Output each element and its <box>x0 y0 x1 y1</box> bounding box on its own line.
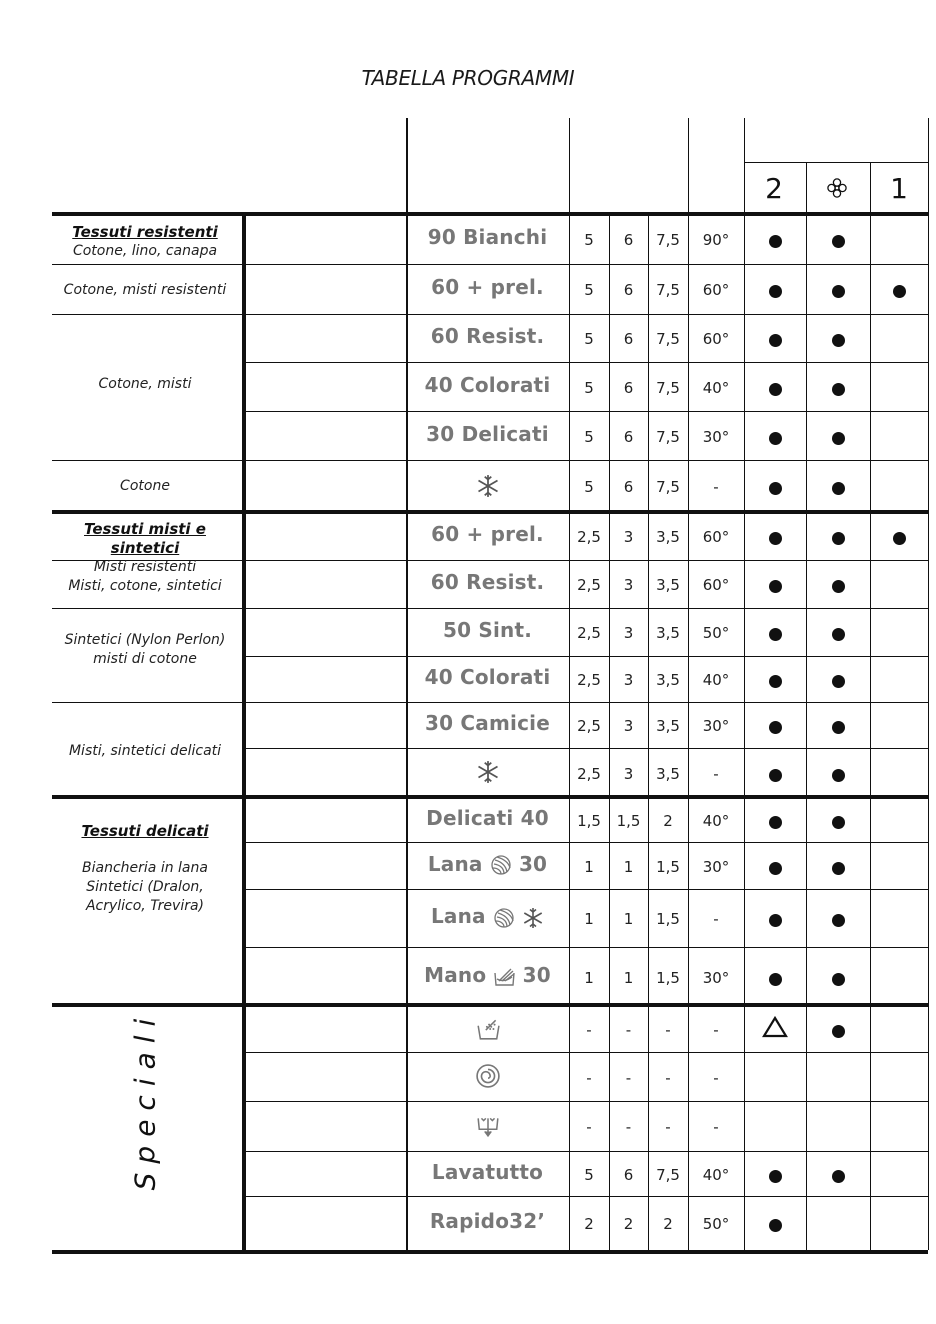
category-misti-sintetici-delicati: Misti, sintetici delicati <box>68 743 222 759</box>
row-divider <box>242 411 928 412</box>
load-cell: - <box>625 1021 632 1039</box>
page-title: TABELLA PROGRAMMI <box>361 66 575 90</box>
temperature-cell: 30° <box>702 857 730 876</box>
load-cell: 2 <box>584 1215 594 1233</box>
load-cell: 3 <box>623 764 634 783</box>
program-name <box>406 568 569 596</box>
option-dot <box>769 580 782 593</box>
option-dot <box>832 721 845 734</box>
option-dot <box>769 285 782 298</box>
program-temp: 30 <box>522 962 551 987</box>
load-cell: 5 <box>584 330 594 348</box>
program-label: 60 Resist. <box>430 570 545 594</box>
temperature-cell: - <box>713 478 719 496</box>
temperature-cell: 30° <box>702 427 730 446</box>
program-label: Lana <box>427 851 483 876</box>
section-border <box>52 795 928 799</box>
load-cell: 6 <box>623 231 634 249</box>
option-dot <box>769 628 782 641</box>
snowflake-icon <box>522 907 544 929</box>
program-name <box>406 420 569 448</box>
row-divider <box>242 608 928 609</box>
table-bottom-border <box>52 1250 928 1254</box>
option-dot <box>832 973 845 986</box>
row-divider <box>242 748 928 749</box>
option-dot <box>769 1170 782 1183</box>
load-cell: 3 <box>623 671 634 689</box>
load-cell: 2,5 <box>577 671 601 689</box>
row-divider <box>242 702 928 703</box>
category-divider <box>52 702 242 703</box>
row-divider <box>242 264 928 265</box>
temperature-cell: - <box>713 910 719 928</box>
load-cell: 1,5 <box>656 968 680 987</box>
category-subtext: Cotone, lino, canapa <box>72 243 218 259</box>
option-dot <box>832 235 845 248</box>
section-border <box>52 1003 928 1007</box>
flower-icon <box>826 177 848 199</box>
row-divider <box>242 314 928 315</box>
load-cell: 7,5 <box>656 427 680 446</box>
option-dot <box>769 675 782 688</box>
load-cell: 3,5 <box>656 717 680 735</box>
program-label: 40 Colorati <box>424 372 551 397</box>
load-cell: - <box>586 1021 592 1039</box>
option-dot <box>832 285 845 298</box>
category-speciali <box>60 1009 230 1191</box>
row-divider <box>242 656 928 657</box>
temperature-cell: 60° <box>702 330 730 348</box>
load-cell: 2 <box>663 1215 673 1233</box>
load-cell: 5 <box>584 1165 594 1184</box>
row-divider <box>242 362 928 363</box>
temperature-cell: 30° <box>702 968 730 987</box>
option-dot <box>769 914 782 927</box>
program-name <box>406 322 569 350</box>
hand-wash-icon <box>493 965 515 987</box>
category-cotone-misti: Cotone, misti <box>98 376 192 392</box>
column-divider <box>744 118 745 1250</box>
temperature-cell: 40° <box>702 811 730 830</box>
temperature-cell: 30° <box>702 717 730 735</box>
load-cell: 2,5 <box>577 717 601 735</box>
load-cell: 7,5 <box>656 378 680 397</box>
load-cell: - <box>625 1068 632 1087</box>
load-cell: 1 <box>623 910 634 928</box>
category-divider <box>52 460 242 461</box>
load-cell: - <box>625 1118 632 1136</box>
section-border <box>52 212 928 216</box>
program-label: 90 Bianchi <box>427 225 548 249</box>
category-cotone-misti-resistenti: Cotone, misti resistenti <box>63 282 227 298</box>
load-cell: 6 <box>623 281 634 299</box>
load-cell: 2,5 <box>577 624 601 642</box>
program-label: Rapido32’ <box>429 1209 546 1233</box>
load-cell: 3 <box>623 717 634 735</box>
triangle-icon <box>762 1016 788 1038</box>
row-divider <box>242 1052 928 1053</box>
program-name <box>406 1061 569 1089</box>
wool-icon <box>493 907 515 929</box>
program-name <box>406 902 569 930</box>
temperature-cell: 60° <box>702 576 730 594</box>
option-dot <box>832 334 845 347</box>
option-dot <box>832 1170 845 1183</box>
temperature-cell: 40° <box>702 378 730 397</box>
load-cell: 5 <box>584 478 594 496</box>
load-cell: 1 <box>623 857 634 876</box>
option-dot <box>769 432 782 445</box>
program-name <box>406 757 569 785</box>
option-dot <box>769 1219 782 1232</box>
section-border <box>52 510 928 514</box>
temperature-cell: 60° <box>702 528 730 546</box>
load-cell: 6 <box>623 378 634 397</box>
drain-icon <box>476 1114 500 1138</box>
option-dot <box>893 532 906 545</box>
load-cell: 7,5 <box>656 478 680 496</box>
load-cell: 6 <box>623 427 634 446</box>
load-cell: 1 <box>623 968 634 987</box>
load-cell: 6 <box>623 330 634 348</box>
snowflake-icon <box>476 760 500 784</box>
option-dot <box>832 482 845 495</box>
category-cotone: Cotone <box>120 478 170 494</box>
option-dot <box>769 383 782 396</box>
category-line: Biancheria in lana <box>82 860 208 876</box>
option-dot <box>769 816 782 829</box>
program-name <box>406 1110 569 1138</box>
option-dot <box>832 675 845 688</box>
header-col-1: 1 <box>890 172 908 205</box>
program-name <box>406 223 569 251</box>
category-line: misti di cotone <box>93 651 197 667</box>
temperature-cell: 50° <box>702 1215 730 1233</box>
option-dot <box>832 862 845 875</box>
speciali-label: Speciali <box>128 1009 162 1191</box>
program-label: Lana <box>430 904 486 928</box>
column-divider <box>928 118 929 1250</box>
temperature-cell: 40° <box>702 671 730 689</box>
temperature-cell: 50° <box>702 624 730 642</box>
row-divider <box>242 842 928 843</box>
load-cell: 1,5 <box>616 811 641 830</box>
row-divider <box>242 560 928 561</box>
temperature-cell: 90° <box>702 231 730 249</box>
category-heading: Tessuti delicati <box>81 822 209 840</box>
load-cell: 3,5 <box>656 764 680 783</box>
program-label: 60 + prel. <box>431 522 544 546</box>
load-cell: 5 <box>584 231 594 249</box>
load-cell: 5 <box>584 378 594 397</box>
program-name <box>406 371 569 399</box>
option-dot <box>769 769 782 782</box>
load-cell: 2 <box>623 1215 634 1233</box>
load-cell: 3 <box>623 576 634 594</box>
program-name <box>406 1207 569 1235</box>
category-column-border <box>242 214 246 1250</box>
option-dot <box>769 721 782 734</box>
program-name <box>406 709 569 737</box>
category-divider <box>52 608 242 609</box>
row-divider <box>242 1196 928 1197</box>
option-dot <box>832 532 845 545</box>
load-cell: 1 <box>584 857 594 876</box>
load-cell: 2,5 <box>577 576 601 594</box>
program-label: Delicati 40 <box>426 805 549 830</box>
load-cell: 1 <box>584 910 594 928</box>
program-label: 30 Camicie <box>425 711 550 735</box>
option-dot <box>832 914 845 927</box>
wool-icon <box>490 854 512 876</box>
temperature-cell: - <box>713 764 719 783</box>
load-cell: 2 <box>663 811 673 830</box>
category-sintetici-nylon <box>52 631 238 669</box>
category-divider <box>52 264 242 265</box>
option-dot <box>769 532 782 545</box>
load-cell: 5 <box>584 427 594 446</box>
program-name <box>406 663 569 691</box>
option-dot <box>832 1025 845 1038</box>
option-dot <box>832 769 845 782</box>
load-cell: 5 <box>584 281 594 299</box>
temperature-cell: 60° <box>702 281 730 299</box>
option-dot <box>832 628 845 641</box>
load-cell: 7,5 <box>656 330 680 348</box>
load-cell: 3 <box>623 624 634 642</box>
program-label: Lavatutto <box>431 1159 544 1184</box>
load-cell: 3,5 <box>656 671 680 689</box>
temperature-cell: - <box>713 1021 719 1039</box>
option-dot <box>832 816 845 829</box>
program-name <box>406 804 569 832</box>
column-divider <box>870 162 871 1250</box>
category-tessuti-resistenti <box>52 223 238 261</box>
load-cell: - <box>665 1118 671 1136</box>
program-label: 60 Resist. <box>430 324 545 348</box>
temperature-cell: 40° <box>702 1165 730 1184</box>
row-divider <box>242 1101 928 1102</box>
category-tessuti-delicati <box>52 822 238 916</box>
option-dot <box>769 235 782 248</box>
program-name <box>406 1013 569 1041</box>
load-cell: 1,5 <box>656 857 680 876</box>
load-cell: - <box>665 1068 671 1087</box>
column-divider <box>806 162 807 1250</box>
load-cell: 1,5 <box>577 811 601 830</box>
option-dot <box>769 973 782 986</box>
load-cell: 2,5 <box>577 764 601 783</box>
header-divider <box>744 162 928 163</box>
load-cell: - <box>665 1021 671 1039</box>
load-cell: 3 <box>623 528 634 546</box>
option-dot <box>832 383 845 396</box>
category-heading: Tessuti resistenti <box>72 223 218 241</box>
program-label: 50 Sint. <box>442 618 533 642</box>
program-label: 40 Colorati <box>424 665 551 689</box>
row-divider <box>242 947 928 948</box>
snowflake-icon <box>476 474 500 498</box>
program-name <box>406 961 569 989</box>
rinse-icon <box>476 1017 500 1041</box>
load-cell: 7,5 <box>656 1165 680 1184</box>
program-name <box>406 616 569 644</box>
row-divider <box>242 1151 928 1152</box>
load-cell: 3,5 <box>656 624 680 642</box>
temperature-cell: - <box>713 1118 719 1136</box>
category-line: Acrylico, Trevira) <box>85 898 205 914</box>
option-dot <box>832 432 845 445</box>
category-heading: Tessuti misti e sintetici <box>84 520 206 557</box>
row-divider <box>242 889 928 890</box>
load-cell: 1,5 <box>656 910 680 928</box>
load-cell: 6 <box>623 1165 634 1184</box>
option-dot <box>832 580 845 593</box>
option-dot <box>769 334 782 347</box>
category-misti-cotone-sintetici: Misti, cotone, sintetici <box>68 578 222 594</box>
load-cell: 7,5 <box>656 231 680 249</box>
program-name <box>406 470 569 498</box>
load-cell: 3,5 <box>656 528 680 546</box>
load-cell: 1 <box>584 968 594 987</box>
program-label: 30 Delicati <box>426 421 549 446</box>
load-cell: 6 <box>623 478 634 496</box>
option-dot <box>769 862 782 875</box>
option-dot <box>769 482 782 495</box>
load-cell: 3,5 <box>656 576 680 594</box>
category-divider <box>52 314 242 315</box>
temperature-cell: - <box>713 1068 719 1087</box>
program-label: Mano <box>424 962 487 987</box>
category-line: Sintetici (Dralon, <box>86 879 204 895</box>
load-cell: 7,5 <box>656 281 680 299</box>
load-cell: - <box>586 1118 592 1136</box>
category-line: Sintetici (Nylon Perlon) <box>64 632 226 648</box>
load-cell: - <box>586 1068 592 1087</box>
option-dot <box>893 285 906 298</box>
category-tessuti-misti-sintetici <box>52 520 238 577</box>
header-col-2: 2 <box>765 172 783 205</box>
program-name <box>406 520 569 548</box>
program-name <box>406 273 569 301</box>
program-name <box>406 850 569 878</box>
spin-icon <box>476 1064 500 1088</box>
program-name <box>406 1158 569 1186</box>
load-cell: 2,5 <box>577 528 601 546</box>
program-label: 60 + prel. <box>431 275 544 299</box>
program-temp: 30 <box>518 851 548 876</box>
row-divider <box>242 460 928 461</box>
category-subtext: Misti resistenti <box>93 559 197 575</box>
